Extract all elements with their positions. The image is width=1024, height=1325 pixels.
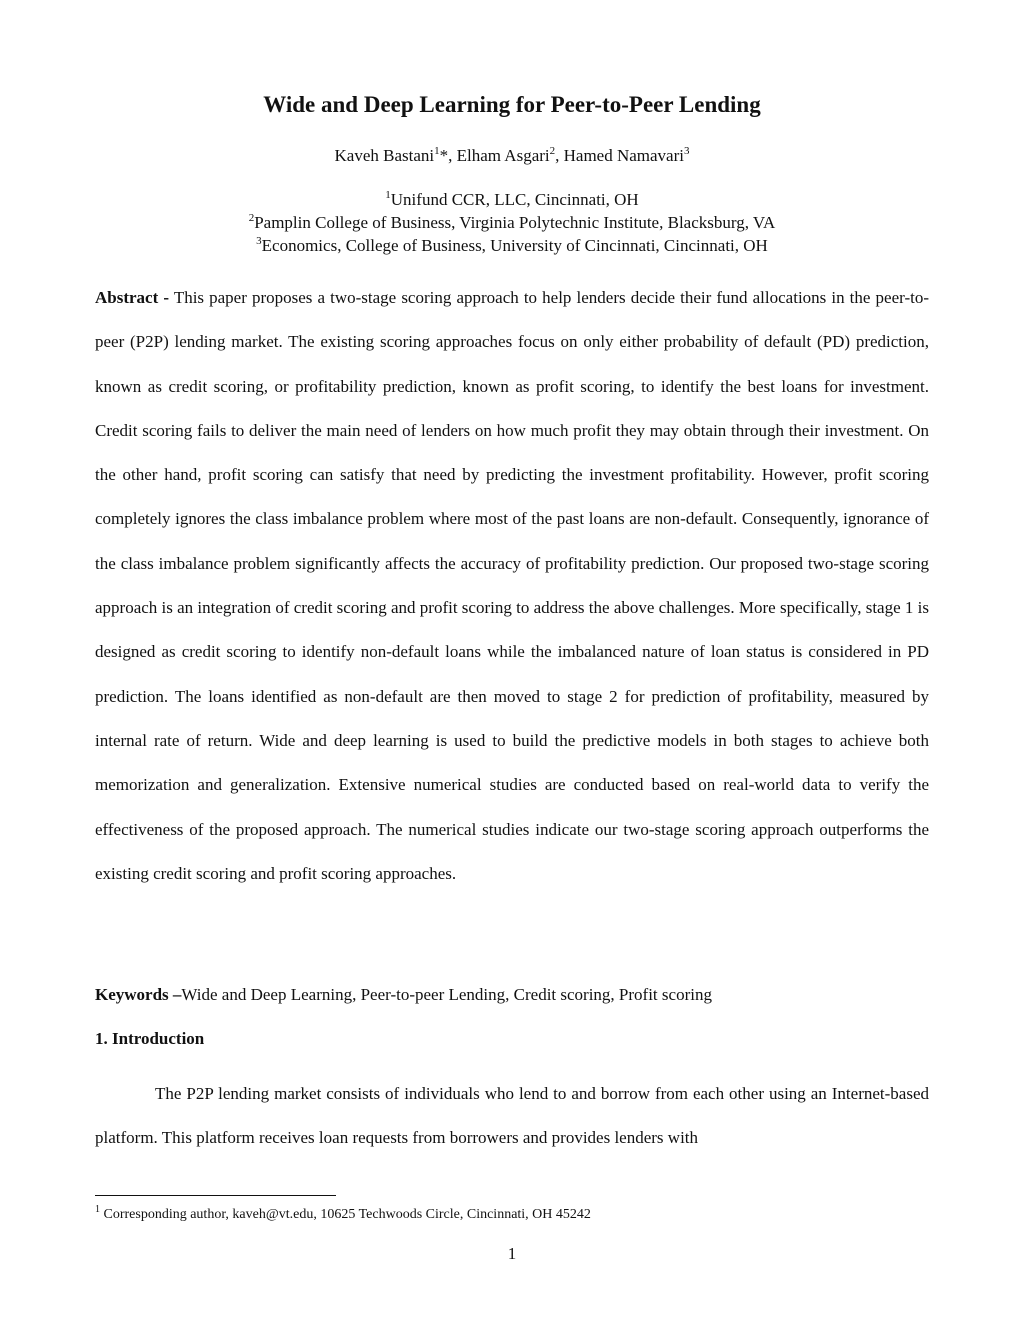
author-affiliation-mark: 3 [684,145,690,157]
page-number: 1 [507,1244,517,1263]
section-heading: 1. Introduction [95,1029,205,1048]
author-affiliation-mark: 1 [434,145,440,157]
affiliation-mark: 2 [248,212,255,224]
abstract-text: This paper proposes a two-stage scoring approach to help lenders decide their fund allocations in the peer-to-peer (P2P) lending market. The existing scoring approaches focus on only either probability of default (PD) prediction, known as credit scoring, or profitability prediction, known as profit scoring, to identify the best loans for investment. Credit scoring fails to deliver the main need of lenders on how much profit they may obtain through their investment. On the other hand, profit scoring can satisfy that need by predicting the investment profitability. However, profit scoring completely ignores the class imbalance problem where most of the past loans are non-default. Consequently, ignorance of the class imbalance problem significantly affects the accuracy of profitability prediction. Our proposed two-stage scoring approach is an integration of credit scoring and profit scoring to address the above challenges. More specifically, stage 1 is designed as credit scoring to identify non-default loans while the imbalanced nature of loan status is considered in PD prediction. The loans identified as non-default are then moved to stage 2 for prediction of profitability, measured by internal rate of return. Wide and deep learning is used to build the predictive models in both stages to achieve both memorization and generalization. Extensive numerical studies are conducted based on real-world data to verify the effectiveness of the proposed approach. The numerical studies indicate our two-stage scoring approach outperforms the existing credit scoring and profit scoring approaches. [95,288,929,883]
author-name: Kaveh Bastani [334,146,435,165]
author-name: Hamed Namavari [563,146,684,165]
affiliation-text: Pamplin College of Business, Virginia Polytechnic Institute, Blacksburg, VA [254,213,776,232]
affiliation [0,211,1024,234]
keywords [95,985,929,1005]
affiliation-text: Unifund CCR, LLC, Cincinnati, OH [390,190,639,209]
footnote [95,1204,591,1223]
corresponding-author-mark: * [439,146,449,165]
affiliation-text: Economics, College of Business, University of Cincinnati, Cincinnati, OH [261,236,768,255]
affiliation-mark: 1 [385,189,391,201]
paper-title: Wide and Deep Learning for Peer-to-Peer Lending [263,92,761,117]
author-name: Elham Asgari [456,146,550,165]
footnote-text: Corresponding author, kaveh@vt.edu, 10625 Techwoods Circle, Cincinnati, OH 45242 [103,1207,591,1222]
abstract-label: Abstract - [95,288,170,307]
affiliation [0,188,1024,211]
keywords-label: Keywords – [95,985,182,1004]
footnote-divider [95,1195,336,1196]
affiliation-list [0,188,1024,257]
abstract [95,276,929,896]
author-list: Kaveh Bastani$^1$*, Elham Asgari$^2$, Hamed Namavari$^3$ [334,145,690,165]
keywords-text: Wide and Deep Learning, Peer-to-peer Lending, Credit scoring, Profit scoring [181,985,712,1004]
footnote-mark: 1 [95,1204,100,1215]
affiliation [0,234,1024,257]
author-affiliation-mark: 2 [549,145,556,157]
introduction-paragraph: The P2P lending market consists of individuals who lend to and borrow from each other using an Internet-based platform. This platform receives loan requests from borrowers and provides lenders with [95,1084,929,1148]
affiliation-mark: 3 [256,235,262,247]
